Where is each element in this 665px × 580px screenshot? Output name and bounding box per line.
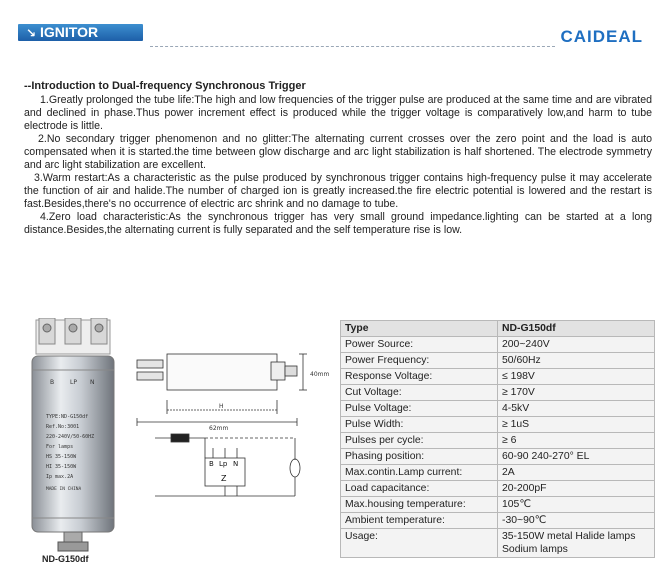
spec-key: Ambient temperature: — [341, 513, 498, 529]
intro-paragraph: 3.Warm restart:As a characteristic as the pulse produced by synchronous trigger contains high-frequency pulse it may accelerate the function of air and halide.The number of charged ion is greatly increased.the fire electric potential is lowered and the restart is fast.Besides,there's no occurrence of electric arc shrink and no damage to tube. — [24, 172, 652, 210]
table-header-row — [341, 321, 655, 337]
spec-value: -30~90℃ — [498, 513, 655, 529]
circuit-terminal-label: Lp — [219, 460, 228, 468]
brand-logo: CAIDEAL — [560, 27, 643, 46]
intro-paragraph: 4.Zero load characteristic:As the synchronous trigger has very small ground impedance.lighting can be started at a long distance.Besides,the alternating current is fully separated and the self temperature rise is low. — [24, 211, 652, 236]
product-label-line: Ref.No:3001 — [46, 424, 80, 430]
table-row — [341, 481, 655, 497]
product-terminal-label: N — [90, 379, 95, 386]
table-row — [341, 417, 655, 433]
intro-section — [24, 80, 652, 237]
table-row — [341, 337, 655, 353]
wiring-diagram — [135, 330, 335, 520]
intro-paragraph: 2.No secondary trigger phenomenon and no glitter:The alternating current crosses over the zero point and the load is auto compensated when it is started.the time between glow discharge and arc light stabilization is half shortened. The electrode symmetry and arc light stabilization are excellent. — [24, 133, 652, 171]
spec-key: Max.housing temperature: — [341, 497, 498, 513]
header-divider — [150, 46, 555, 47]
spec-value: 50/60Hz — [498, 353, 655, 369]
spec-value: ≤ 198V — [498, 369, 655, 385]
spec-key: Power Frequency: — [341, 353, 498, 369]
table-row — [341, 529, 655, 558]
table-row — [341, 465, 655, 481]
spec-header-value: ND-G150df — [498, 321, 655, 337]
intro-paragraph: 1.Greatly prolonged the tube life:The high and low frequencies of the trigger pulse are produced at the same time and are vibrated and declined in phase.Thus power increment effect is produced while the trigger voltage is comparatively low,and harm to tube electrode is little. — [24, 94, 652, 132]
spec-key: Response Voltage: — [341, 369, 498, 385]
table-row — [341, 369, 655, 385]
circuit-terminal-label: B — [209, 460, 214, 468]
spec-key: Cut Voltage: — [341, 385, 498, 401]
product-terminal-label: B — [50, 379, 55, 386]
spec-key: Power Source: — [341, 337, 498, 353]
product-label-line: 220-240V/50-60HZ — [46, 434, 95, 440]
product-label-line: HS 35-150W — [46, 454, 77, 460]
product-terminal-label: LP — [70, 379, 77, 386]
dimension-h-label: H — [219, 403, 224, 410]
spec-value: 105℃ — [498, 497, 655, 513]
table-row — [341, 497, 655, 513]
section-title: IGNITOR — [40, 24, 99, 40]
product-label-line: Ip max.2A — [46, 474, 74, 480]
spec-key: Usage: — [341, 529, 498, 558]
spec-key: Pulses per cycle: — [341, 433, 498, 449]
spec-value: 4-5kV — [498, 401, 655, 417]
spec-key: Load capacitance: — [341, 481, 498, 497]
ignitor-product-image — [28, 318, 118, 563]
specs-table — [340, 320, 655, 558]
spec-value: ≥ 1uS — [498, 417, 655, 433]
table-row — [341, 353, 655, 369]
table-row — [341, 433, 655, 449]
circuit-box-label: Z — [221, 474, 227, 483]
table-row — [341, 513, 655, 529]
spec-header-key: Type — [341, 321, 498, 337]
section-tab — [18, 24, 143, 41]
arrow-down-right-icon: ↘ — [26, 26, 37, 40]
product-label-line: For lamps — [46, 444, 74, 450]
product-label-line: HI 35-150W — [46, 464, 77, 470]
table-row — [341, 401, 655, 417]
dimension-height-label: 40mm — [310, 371, 330, 378]
spec-value: 2A — [498, 465, 655, 481]
product-caption: ND-G150df — [42, 554, 89, 564]
spec-key: Max.contin.Lamp current: — [341, 465, 498, 481]
spec-value: 200~240V — [498, 337, 655, 353]
spec-key: Phasing position: — [341, 449, 498, 465]
spec-value: 35-150W metal Halide lamps Sodium lamps — [498, 529, 655, 558]
dimension-width-label: 62mm — [209, 425, 229, 432]
circuit-terminal-label: N — [233, 460, 239, 468]
spec-value: ≥ 170V — [498, 385, 655, 401]
spec-key: Pulse Voltage: — [341, 401, 498, 417]
product-label-line: MADE IN CHINA — [46, 487, 82, 492]
table-row — [341, 449, 655, 465]
spec-key: Pulse Width: — [341, 417, 498, 433]
table-row — [341, 385, 655, 401]
spec-value: 20-200pF — [498, 481, 655, 497]
intro-title: --Introduction to Dual-frequency Synchronous Trigger — [24, 80, 306, 92]
spec-value: 60-90 240-270° EL — [498, 449, 655, 465]
product-label-line: TYPE:ND-G150df — [46, 414, 89, 420]
spec-value: ≥ 6 — [498, 433, 655, 449]
